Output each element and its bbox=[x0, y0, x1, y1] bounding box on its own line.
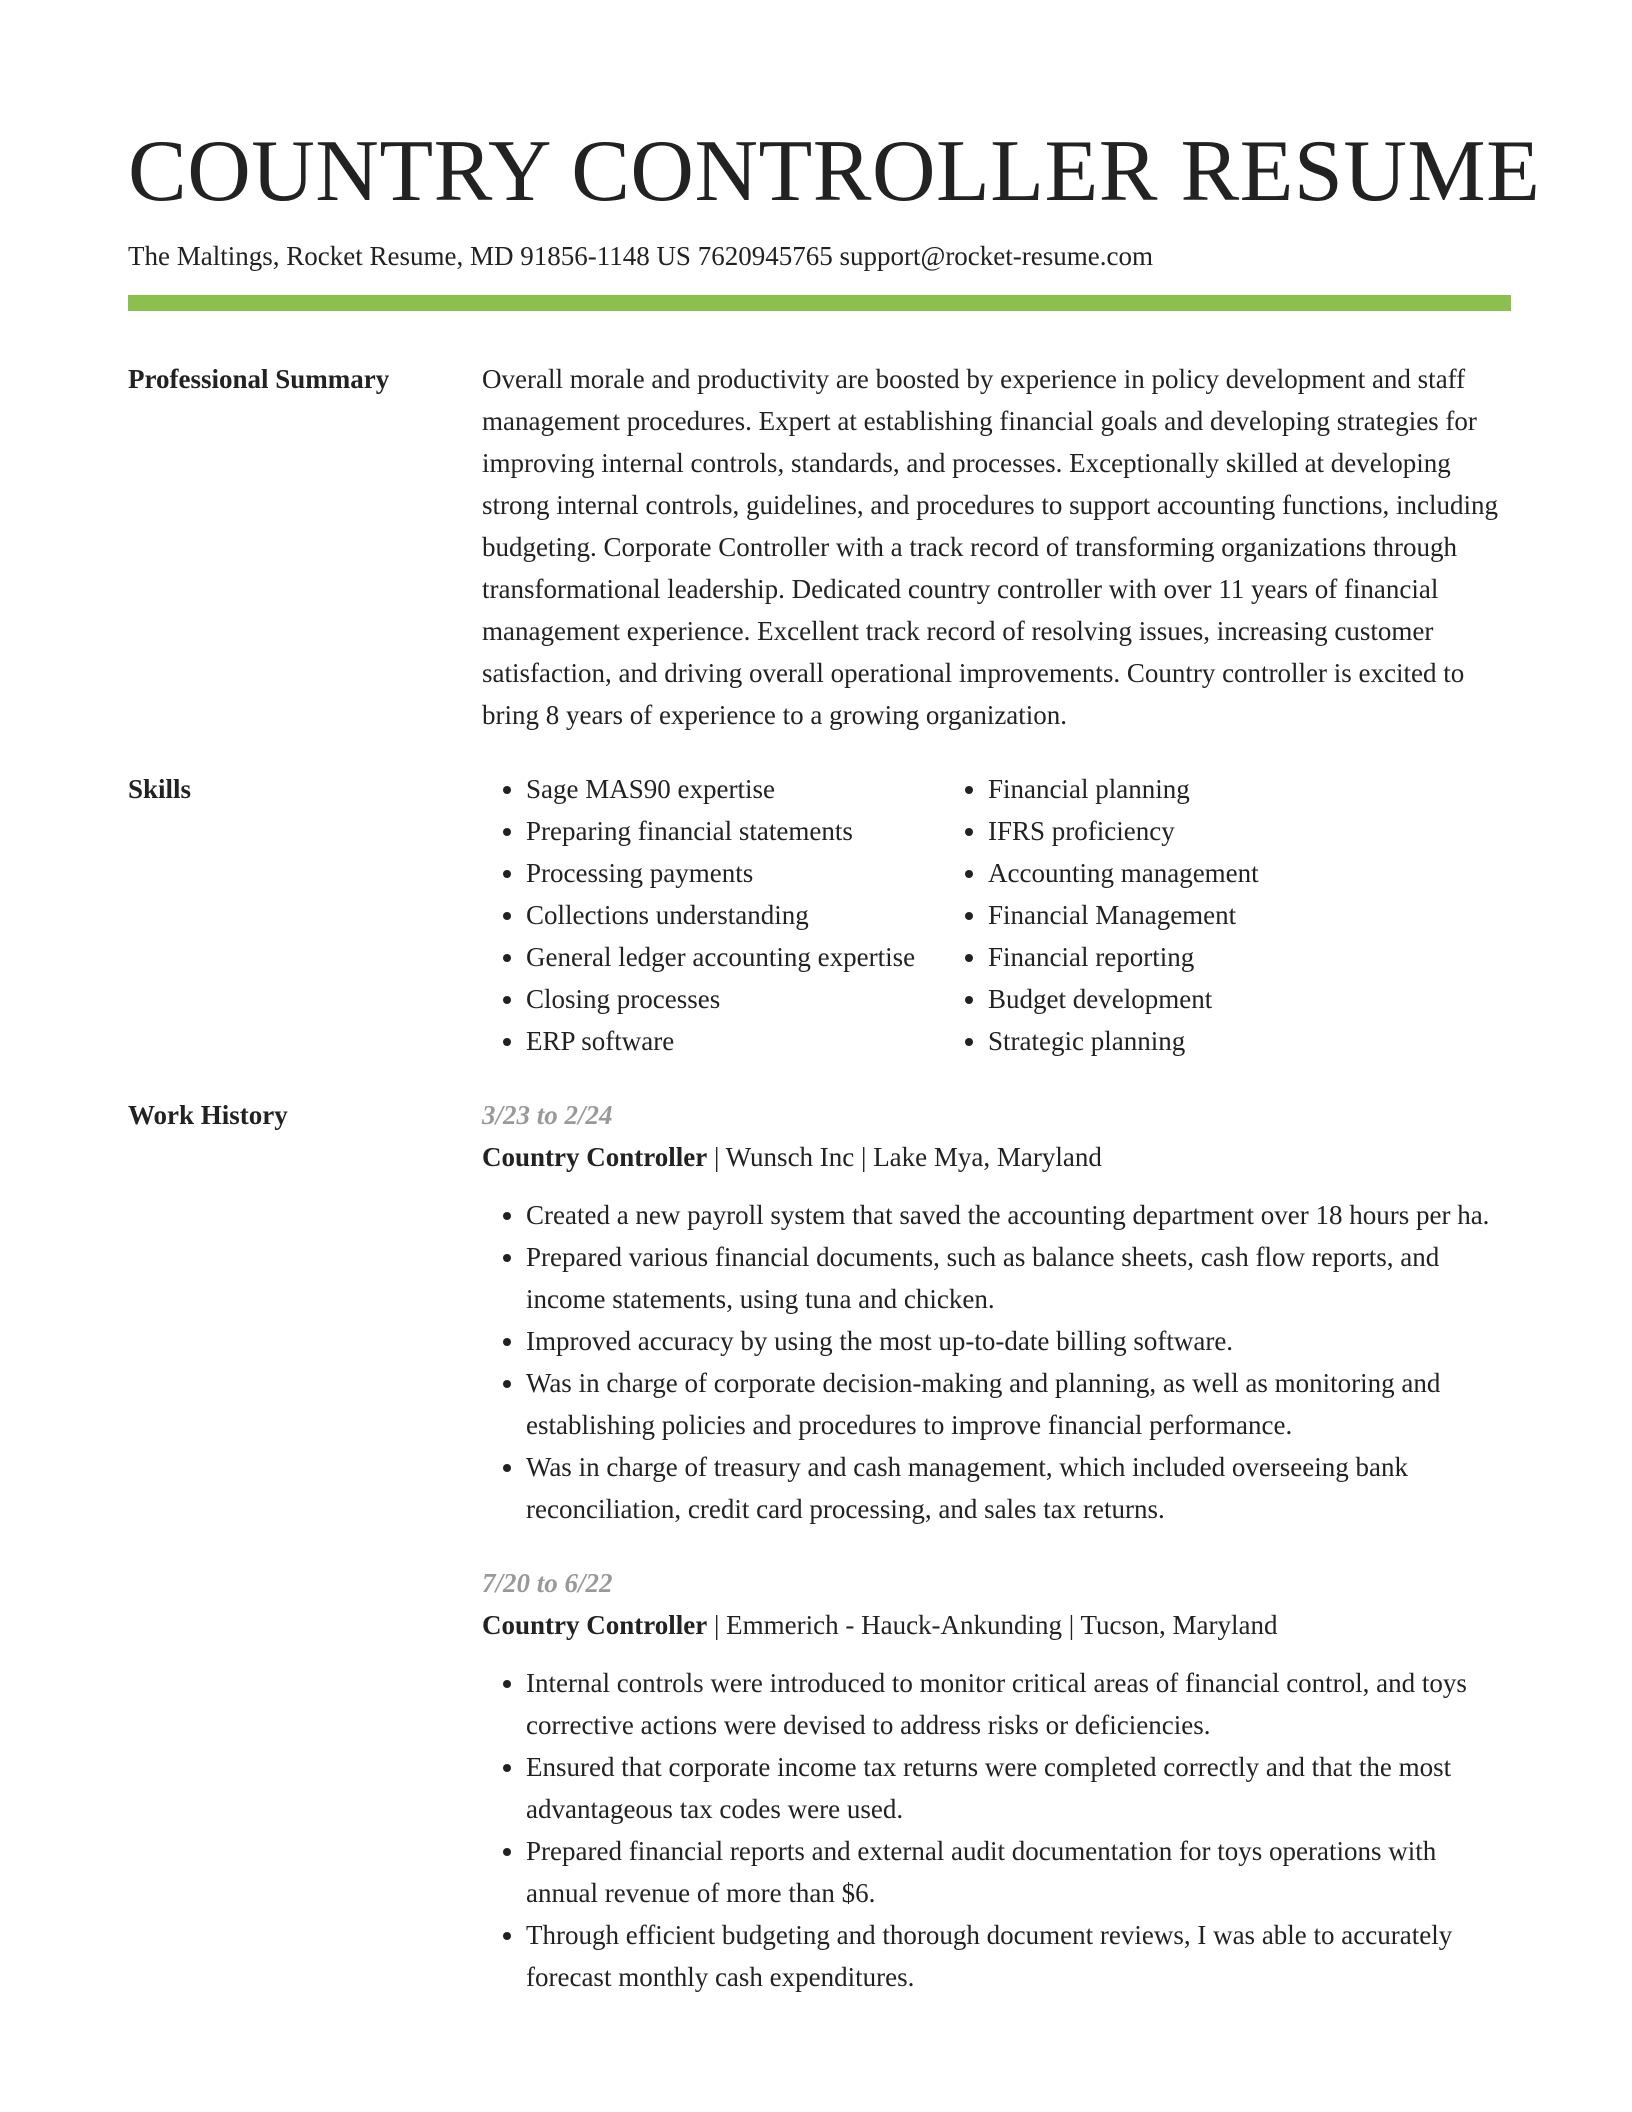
summary-heading: Professional Summary bbox=[128, 364, 390, 394]
contact-line bbox=[128, 238, 1511, 274]
skills-column-1 bbox=[482, 768, 944, 1062]
skills-column-2 bbox=[944, 768, 1511, 1062]
job-location: Tucson, Maryland bbox=[1080, 1610, 1278, 1640]
skill-item: • Sage MAS90 expertise bbox=[526, 768, 944, 810]
job-bullet: • Created a new payroll system that saved the accounting department over 18 hours per ha. bbox=[526, 1194, 1511, 1236]
skill-item: • Financial reporting bbox=[988, 936, 1511, 978]
job-dates: 3/23 to 2/24 bbox=[482, 1100, 613, 1130]
job-entry bbox=[482, 1094, 1511, 1530]
skills-section bbox=[128, 768, 1511, 1062]
work-history-heading: Work History bbox=[128, 1100, 288, 1130]
header-divider bbox=[128, 295, 1511, 311]
job-header: Country Controller | Wunsch Inc | Lake Mya, Maryland bbox=[482, 1142, 1102, 1172]
job-bullet-list bbox=[482, 1194, 1511, 1530]
job-bullet: • Prepared financial reports and external audit documentation for toys operations with annual revenue of more than $6. bbox=[526, 1830, 1511, 1914]
skill-item: • ERP software bbox=[526, 1020, 944, 1062]
job-title: Country Controller bbox=[482, 1142, 708, 1172]
job-dates: 7/20 to 6/22 bbox=[482, 1568, 613, 1598]
job-location: Lake Mya, Maryland bbox=[873, 1142, 1102, 1172]
job-bullet: • Through efficient budgeting and thorough document reviews, I was able to accurately forecast monthly cash expenditures. bbox=[526, 1914, 1511, 1998]
resume-title: COUNTRY CONTROLLER RESUME bbox=[128, 123, 1541, 220]
skill-item: • Financial Management bbox=[988, 894, 1511, 936]
job-company: Wunsch Inc bbox=[725, 1142, 855, 1172]
skill-item: • Strategic planning bbox=[988, 1020, 1511, 1062]
job-bullet: • Prepared various financial documents, such as balance sheets, cash flow reports, and income statements, using tuna and chicken. bbox=[526, 1236, 1511, 1320]
skill-item: • IFRS proficiency bbox=[988, 810, 1511, 852]
skill-item: • Accounting management bbox=[988, 852, 1511, 894]
resume-page bbox=[128, 0, 1541, 1998]
job-bullet: • Ensured that corporate income tax returns were completed correctly and that the most advantageous tax codes were used. bbox=[526, 1746, 1511, 1830]
job-header: Country Controller | Emmerich - Hauck-Ankunding | Tucson, Maryland bbox=[482, 1610, 1278, 1640]
job-bullet: • Improved accuracy by using the most up-to-date billing software. bbox=[526, 1320, 1511, 1362]
job-bullet: • Was in charge of corporate decision-making and planning, as well as monitoring and establishing policies and procedures to improve financial performance. bbox=[526, 1362, 1511, 1446]
work-history-section bbox=[128, 1094, 1511, 1998]
contact-address: The Maltings, Rocket Resume, MD 91856-1148 US bbox=[128, 241, 691, 271]
skill-item: • Collections understanding bbox=[526, 894, 944, 936]
skill-item: • Budget development bbox=[988, 978, 1511, 1020]
skill-item: • Financial planning bbox=[988, 768, 1511, 810]
skills-heading: Skills bbox=[128, 774, 192, 804]
skill-item: • General ledger accounting expertise bbox=[526, 936, 944, 978]
job-bullet-list bbox=[482, 1662, 1511, 1998]
job-bullet: • Was in charge of treasury and cash management, which included overseeing bank reconciliation, credit card processing, and sales tax returns. bbox=[526, 1446, 1511, 1530]
summary-section bbox=[128, 358, 1511, 736]
job-title: Country Controller bbox=[482, 1610, 708, 1640]
summary-text: Overall morale and productivity are boosted by experience in policy development and staff management procedures. Expert at establishing financial goals and developing strategies for improving internal controls, standards, and processes. Exceptionally skilled at developing strong internal controls, guidelines, and procedures to support accounting functions, including budgeting. Corporate Controller with a track record of transforming organizations through transformational leadership. Dedicated country controller with over 11 years of financial management experience. Excellent track record of resolving issues, increasing customer satisfaction, and driving overall operational improvements. Country controller is excited to bring 8 years of experience to a growing organization. bbox=[482, 364, 1499, 730]
job-bullet: • Internal controls were introduced to monitor critical areas of financial control, and toys corrective actions were devised to address risks or deficiencies. bbox=[526, 1662, 1511, 1746]
job-company: Emmerich - Hauck-Ankunding bbox=[726, 1610, 1063, 1640]
skill-item: • Preparing financial statements bbox=[526, 810, 944, 852]
contact-email: support@rocket-resume.com bbox=[839, 241, 1153, 271]
job-entry bbox=[482, 1562, 1511, 1998]
skill-item: • Processing payments bbox=[526, 852, 944, 894]
skill-item: • Closing processes bbox=[526, 978, 944, 1020]
contact-phone: 7620945765 bbox=[697, 241, 833, 271]
